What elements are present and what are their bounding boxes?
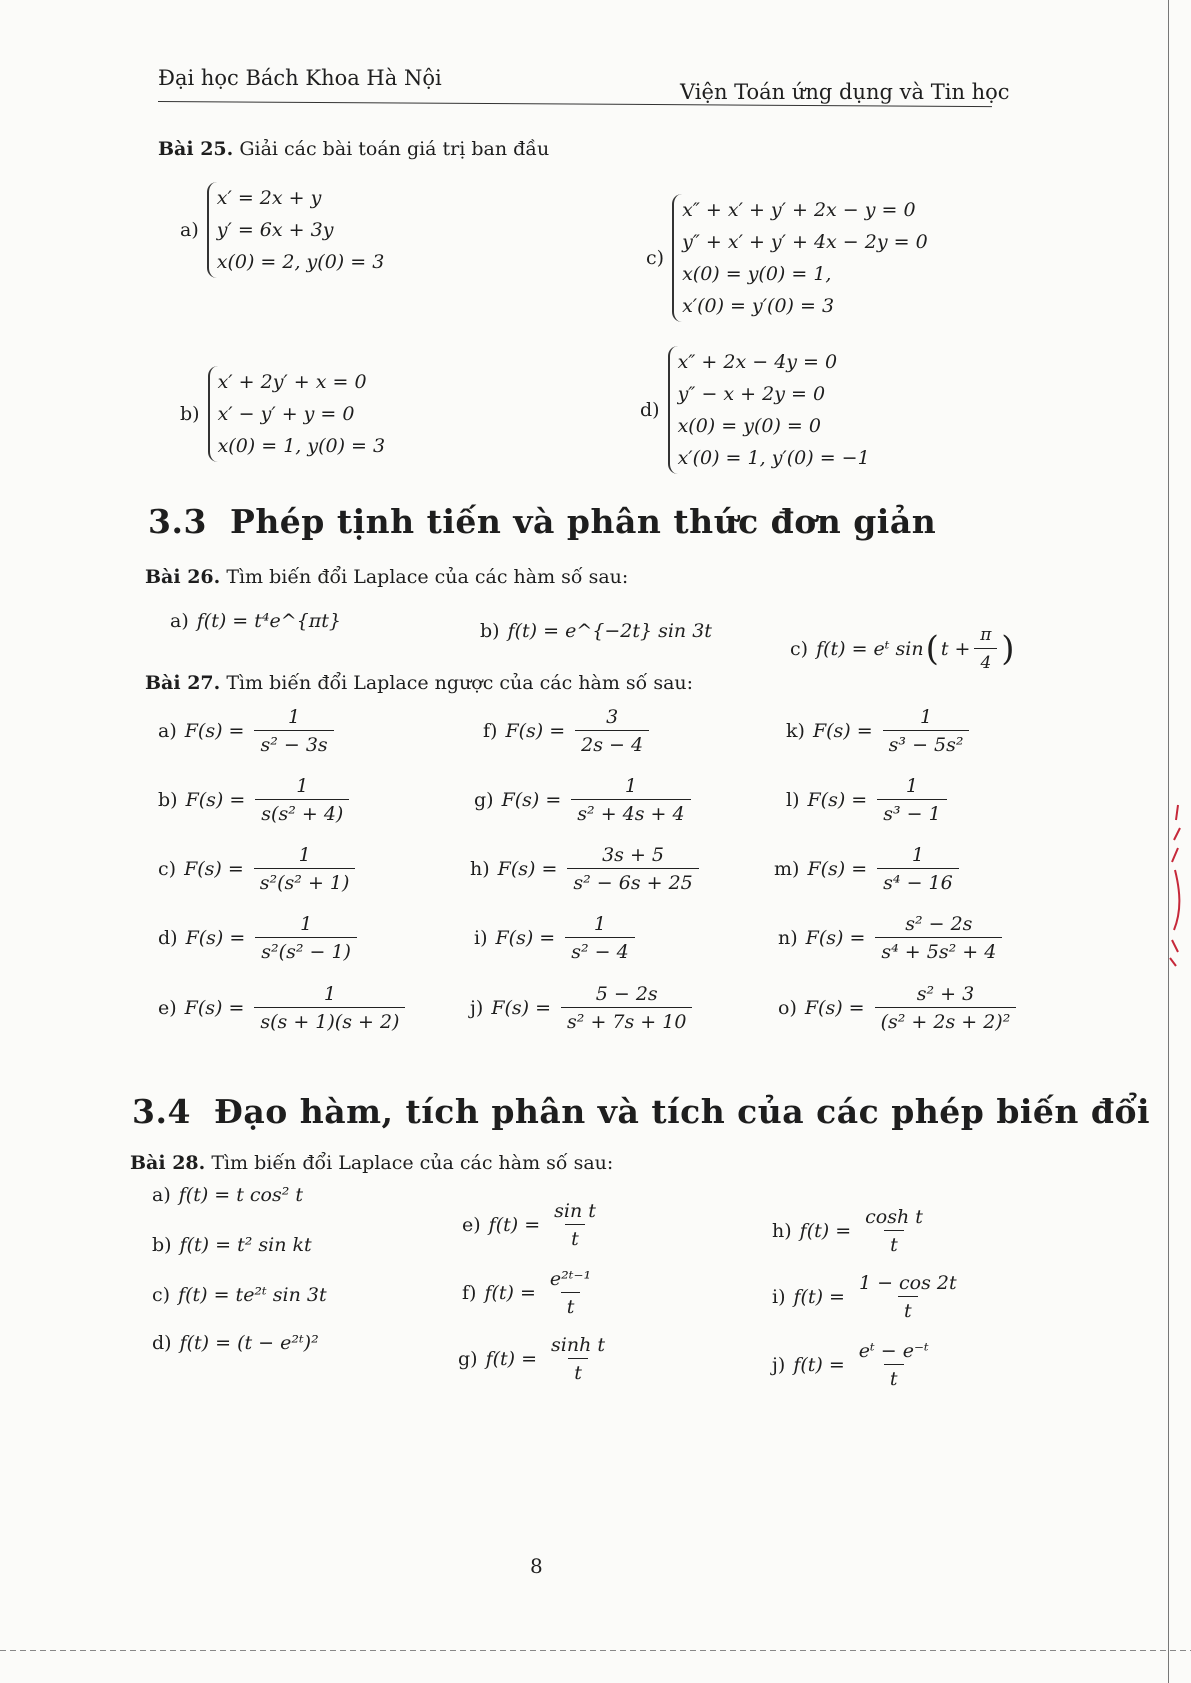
numerator: cosh t <box>865 1206 923 1228</box>
exercise-27-item <box>474 913 639 963</box>
item-lhs: F(s) = <box>807 789 868 811</box>
numerator: 1 <box>323 983 336 1005</box>
page-number: 8 <box>530 1554 543 1578</box>
exercise-27-item <box>158 913 361 963</box>
exercise-28-item <box>152 1332 319 1354</box>
denominator: 4 <box>974 648 997 674</box>
denominator: s²(s² − 1) <box>255 937 357 963</box>
item-label: d) <box>158 927 178 949</box>
item-lhs: F(s) = <box>184 997 245 1019</box>
fraction <box>875 983 1017 1033</box>
item-lhs: F(s) = <box>185 927 246 949</box>
exercise-28-item <box>462 1268 599 1318</box>
exercise-27-item <box>474 775 695 825</box>
item-lhs: F(s) = <box>497 858 558 880</box>
numerator: 5 − 2s <box>595 983 658 1005</box>
item-lhs: f(t) = <box>799 1220 852 1242</box>
exercise-28-item <box>152 1234 312 1256</box>
scan-bottom-edge <box>0 1650 1191 1651</box>
item-term: t + <box>940 638 971 660</box>
exercise-27-item <box>158 844 359 894</box>
denominator: s⁴ − 16 <box>877 868 959 894</box>
item-label: f) <box>483 720 498 742</box>
system-line: x(0) = 2, y(0) = 3 <box>216 251 385 273</box>
item-lhs: f(t) = eᵗ sin <box>816 638 924 660</box>
numerator: π <box>980 625 992 645</box>
handwritten-mark <box>1160 800 1190 970</box>
item-expression: f(t) = e^{−2t} sin 3t <box>507 620 712 642</box>
system-line: x′ + 2y′ + x = 0 <box>217 371 367 393</box>
exercise-26-number: Bài 26. <box>145 566 221 588</box>
item-label: b) <box>158 789 178 811</box>
system-25c-lines <box>672 194 928 322</box>
section-3-3-heading <box>148 502 936 541</box>
item-lhs: f(t) = <box>484 1282 536 1304</box>
item-label: f) <box>462 1282 477 1304</box>
open-paren: ( <box>925 629 939 669</box>
numerator: 1 <box>911 844 924 866</box>
item-expression: f(t) = (t − e²ᵗ)² <box>179 1332 319 1354</box>
fraction <box>254 844 356 894</box>
item-lhs: F(s) = <box>491 997 552 1019</box>
item-label: c) <box>158 858 177 880</box>
item-label: c) <box>790 638 809 660</box>
item-label: h) <box>772 1220 792 1242</box>
system-line: y″ + x′ + y′ + 4x − 2y = 0 <box>682 231 928 253</box>
denominator: s² + 7s + 10 <box>561 1007 692 1033</box>
denominator: t <box>568 1358 588 1384</box>
item-label: b) <box>480 620 500 642</box>
denominator: t <box>565 1224 585 1250</box>
numerator: s² + 3 <box>916 983 975 1005</box>
fraction <box>547 1334 609 1384</box>
exercise-28-item <box>462 1200 604 1250</box>
fraction <box>571 775 690 825</box>
item-label: j) <box>470 997 484 1019</box>
fraction <box>875 913 1002 963</box>
denominator: t <box>884 1364 904 1390</box>
fraction <box>877 844 959 894</box>
item-lhs: F(s) = <box>812 720 873 742</box>
exercise-27-item <box>774 844 963 894</box>
exercise-28-title <box>130 1152 613 1174</box>
section-3-3-number: 3.3 <box>148 502 207 541</box>
exercise-27-text: Tìm biến đổi Laplace ngược của các hàm số sau: <box>226 672 694 694</box>
item-lhs: F(s) = <box>807 858 868 880</box>
exercise-28-item <box>772 1272 965 1322</box>
exercise-27-number: Bài 27. <box>145 672 221 694</box>
denominator: s² − 3s <box>254 730 333 756</box>
exercise-27-item <box>786 706 973 756</box>
item-label: g) <box>458 1348 478 1370</box>
system-line: x′ = 2x + y <box>216 187 322 209</box>
item-label: a) <box>170 610 189 632</box>
item-label: g) <box>474 789 494 811</box>
item-expression: f(t) = t⁴e^{πt} <box>196 610 341 632</box>
exercise-27-item <box>483 706 653 756</box>
system-line: y″ − x + 2y = 0 <box>677 383 826 405</box>
exercise-28-item <box>152 1184 303 1206</box>
exercise-28-item <box>772 1206 931 1256</box>
item-label: b) <box>152 1234 172 1256</box>
numerator: eᵗ − e⁻ᵗ <box>858 1340 929 1362</box>
fraction <box>255 913 357 963</box>
denominator: s²(s² + 1) <box>254 868 356 894</box>
item-label: i) <box>474 927 488 949</box>
close-paren: ) <box>1001 629 1015 669</box>
exercise-28-item <box>152 1284 327 1306</box>
numerator: 1 <box>593 913 606 935</box>
fraction <box>254 983 405 1033</box>
numerator: 3 <box>606 706 619 728</box>
exercise-26-text: Tìm biến đổi Laplace của các hàm số sau: <box>226 566 629 588</box>
denominator: t <box>884 1230 904 1256</box>
numerator: 1 <box>288 706 301 728</box>
denominator: s(s + 1)(s + 2) <box>254 1007 405 1033</box>
system-25a-lines <box>207 182 385 278</box>
item-expression: f(t) = te²ᵗ sin 3t <box>178 1284 327 1306</box>
item-label: j) <box>772 1354 786 1376</box>
item-lhs: F(s) = <box>184 858 244 880</box>
system-line: x′ − y′ + y = 0 <box>217 403 355 425</box>
item-lhs: f(t) = <box>793 1286 845 1308</box>
fraction <box>575 706 649 756</box>
exercise-25-number: Bài 25. <box>158 138 234 160</box>
item-label: c) <box>152 1284 171 1306</box>
item-lhs: F(s) = <box>501 789 562 811</box>
exercise-26c <box>790 624 1015 674</box>
section-3-4-number: 3.4 <box>132 1092 191 1131</box>
item-label: k) <box>786 720 805 742</box>
item-label: e) <box>158 997 177 1019</box>
denominator: (s² + 2s + 2)² <box>875 1007 1017 1033</box>
section-3-4-heading <box>132 1092 1150 1131</box>
fraction <box>567 844 698 894</box>
item-lhs: F(s) = <box>495 927 556 949</box>
denominator: 2s − 4 <box>575 730 649 756</box>
system-25c-label: c) <box>646 247 665 269</box>
exercise-27-item <box>158 983 409 1033</box>
denominator: s² + 4s + 4 <box>571 799 690 825</box>
denominator: s² − 6s + 25 <box>567 868 698 894</box>
system-25a-label: a) <box>180 219 199 241</box>
item-label: a) <box>152 1184 171 1206</box>
system-25b <box>180 366 385 462</box>
fraction <box>974 624 997 674</box>
system-25d-lines <box>668 346 870 474</box>
fraction <box>565 913 634 963</box>
fraction <box>861 1206 927 1256</box>
item-label: l) <box>786 789 800 811</box>
system-25d-label: d) <box>640 399 660 421</box>
denominator: s⁴ + 5s² + 4 <box>875 937 1002 963</box>
numerator: 1 <box>624 775 637 797</box>
fraction <box>855 1272 961 1322</box>
item-label: d) <box>152 1332 172 1354</box>
item-label: e) <box>462 1214 481 1236</box>
system-line: y′ = 6x + 3y <box>216 219 334 241</box>
system-25d <box>640 346 870 474</box>
exercise-27-item <box>470 844 703 894</box>
denominator: t <box>898 1296 918 1322</box>
denominator: s² − 4 <box>565 937 634 963</box>
numerator: 3s + 5 <box>602 844 665 866</box>
numerator: sin t <box>554 1200 596 1222</box>
numerator: 1 <box>296 775 309 797</box>
exercise-28-item <box>772 1340 937 1390</box>
numerator: 1 − cos 2t <box>858 1272 957 1294</box>
numerator: 1 <box>298 844 311 866</box>
system-line: x′(0) = 1, y′(0) = −1 <box>677 447 870 469</box>
item-lhs: F(s) = <box>804 997 865 1019</box>
exercise-25-text: Giải các bài toán giá trị ban đầu <box>239 138 550 160</box>
exercise-26a <box>170 610 341 632</box>
system-25b-label: b) <box>180 403 200 425</box>
section-3-4-title: Đạo hàm, tích phân và tích của các phép biến đổi <box>214 1092 1151 1131</box>
item-lhs: f(t) = <box>485 1348 538 1370</box>
system-25c <box>646 194 928 322</box>
header-institution: Đại học Bách Khoa Hà Nội <box>158 66 442 90</box>
item-lhs: f(t) = <box>488 1214 541 1236</box>
denominator: t <box>561 1292 581 1318</box>
denominator: s³ − 1 <box>877 799 946 825</box>
header-department: Viện Toán ứng dụng và Tin học <box>680 80 1010 104</box>
fraction <box>255 775 349 825</box>
denominator: s³ − 5s² <box>883 730 970 756</box>
system-25a <box>180 182 384 278</box>
item-label: a) <box>158 720 177 742</box>
exercise-27-item <box>470 983 696 1033</box>
fraction <box>855 1340 933 1390</box>
numerator: 1 <box>905 775 918 797</box>
exercise-28-number: Bài 28. <box>130 1152 206 1174</box>
section-3-3-title: Phép tịnh tiến và phân thức đơn giản <box>230 502 937 541</box>
exercise-28-text: Tìm biến đổi Laplace của các hàm số sau: <box>211 1152 614 1174</box>
system-25b-lines <box>208 366 386 462</box>
exercise-26-title <box>145 566 628 588</box>
fraction <box>883 706 970 756</box>
exercise-27-item <box>778 983 1020 1033</box>
fraction <box>561 983 692 1033</box>
numerator: s² − 2s <box>905 913 973 935</box>
exercise-27-item <box>158 775 353 825</box>
fraction <box>550 1200 600 1250</box>
system-line: x(0) = y(0) = 1, <box>682 263 832 285</box>
denominator: s(s² + 4) <box>255 799 349 825</box>
system-line: x″ + x′ + y′ + 2x − y = 0 <box>682 199 916 221</box>
item-label: o) <box>778 997 797 1019</box>
item-lhs: F(s) = <box>805 927 866 949</box>
item-expression: f(t) = t² sin kt <box>179 1234 312 1256</box>
item-label: m) <box>774 858 800 880</box>
numerator: sinh t <box>551 1334 606 1356</box>
fraction <box>254 706 333 756</box>
exercise-26b <box>480 620 712 642</box>
numerator: 1 <box>920 706 933 728</box>
fraction <box>877 775 946 825</box>
item-lhs: F(s) = <box>185 789 246 811</box>
item-lhs: F(s) = <box>505 720 566 742</box>
system-line: x(0) = y(0) = 0 <box>677 415 821 437</box>
exercise-28-item <box>458 1334 613 1384</box>
item-lhs: F(s) = <box>184 720 245 742</box>
exercise-27-title <box>145 672 693 694</box>
exercise-27-item <box>786 775 951 825</box>
exercise-27-item <box>778 913 1006 963</box>
numerator: e²ᵗ⁻¹ <box>549 1268 592 1290</box>
fraction <box>546 1268 595 1318</box>
system-line: x″ + 2x − 4y = 0 <box>677 351 838 373</box>
item-expression: f(t) = t cos² t <box>178 1184 304 1206</box>
item-label: n) <box>778 927 798 949</box>
item-lhs: f(t) = <box>793 1354 845 1376</box>
exercise-27-item <box>158 706 338 756</box>
item-label: i) <box>772 1286 786 1308</box>
exercise-25-title <box>158 138 549 160</box>
system-line: x′(0) = y′(0) = 3 <box>682 295 835 317</box>
numerator: 1 <box>300 913 313 935</box>
item-label: h) <box>470 858 490 880</box>
system-line: x(0) = 1, y(0) = 3 <box>217 435 386 457</box>
